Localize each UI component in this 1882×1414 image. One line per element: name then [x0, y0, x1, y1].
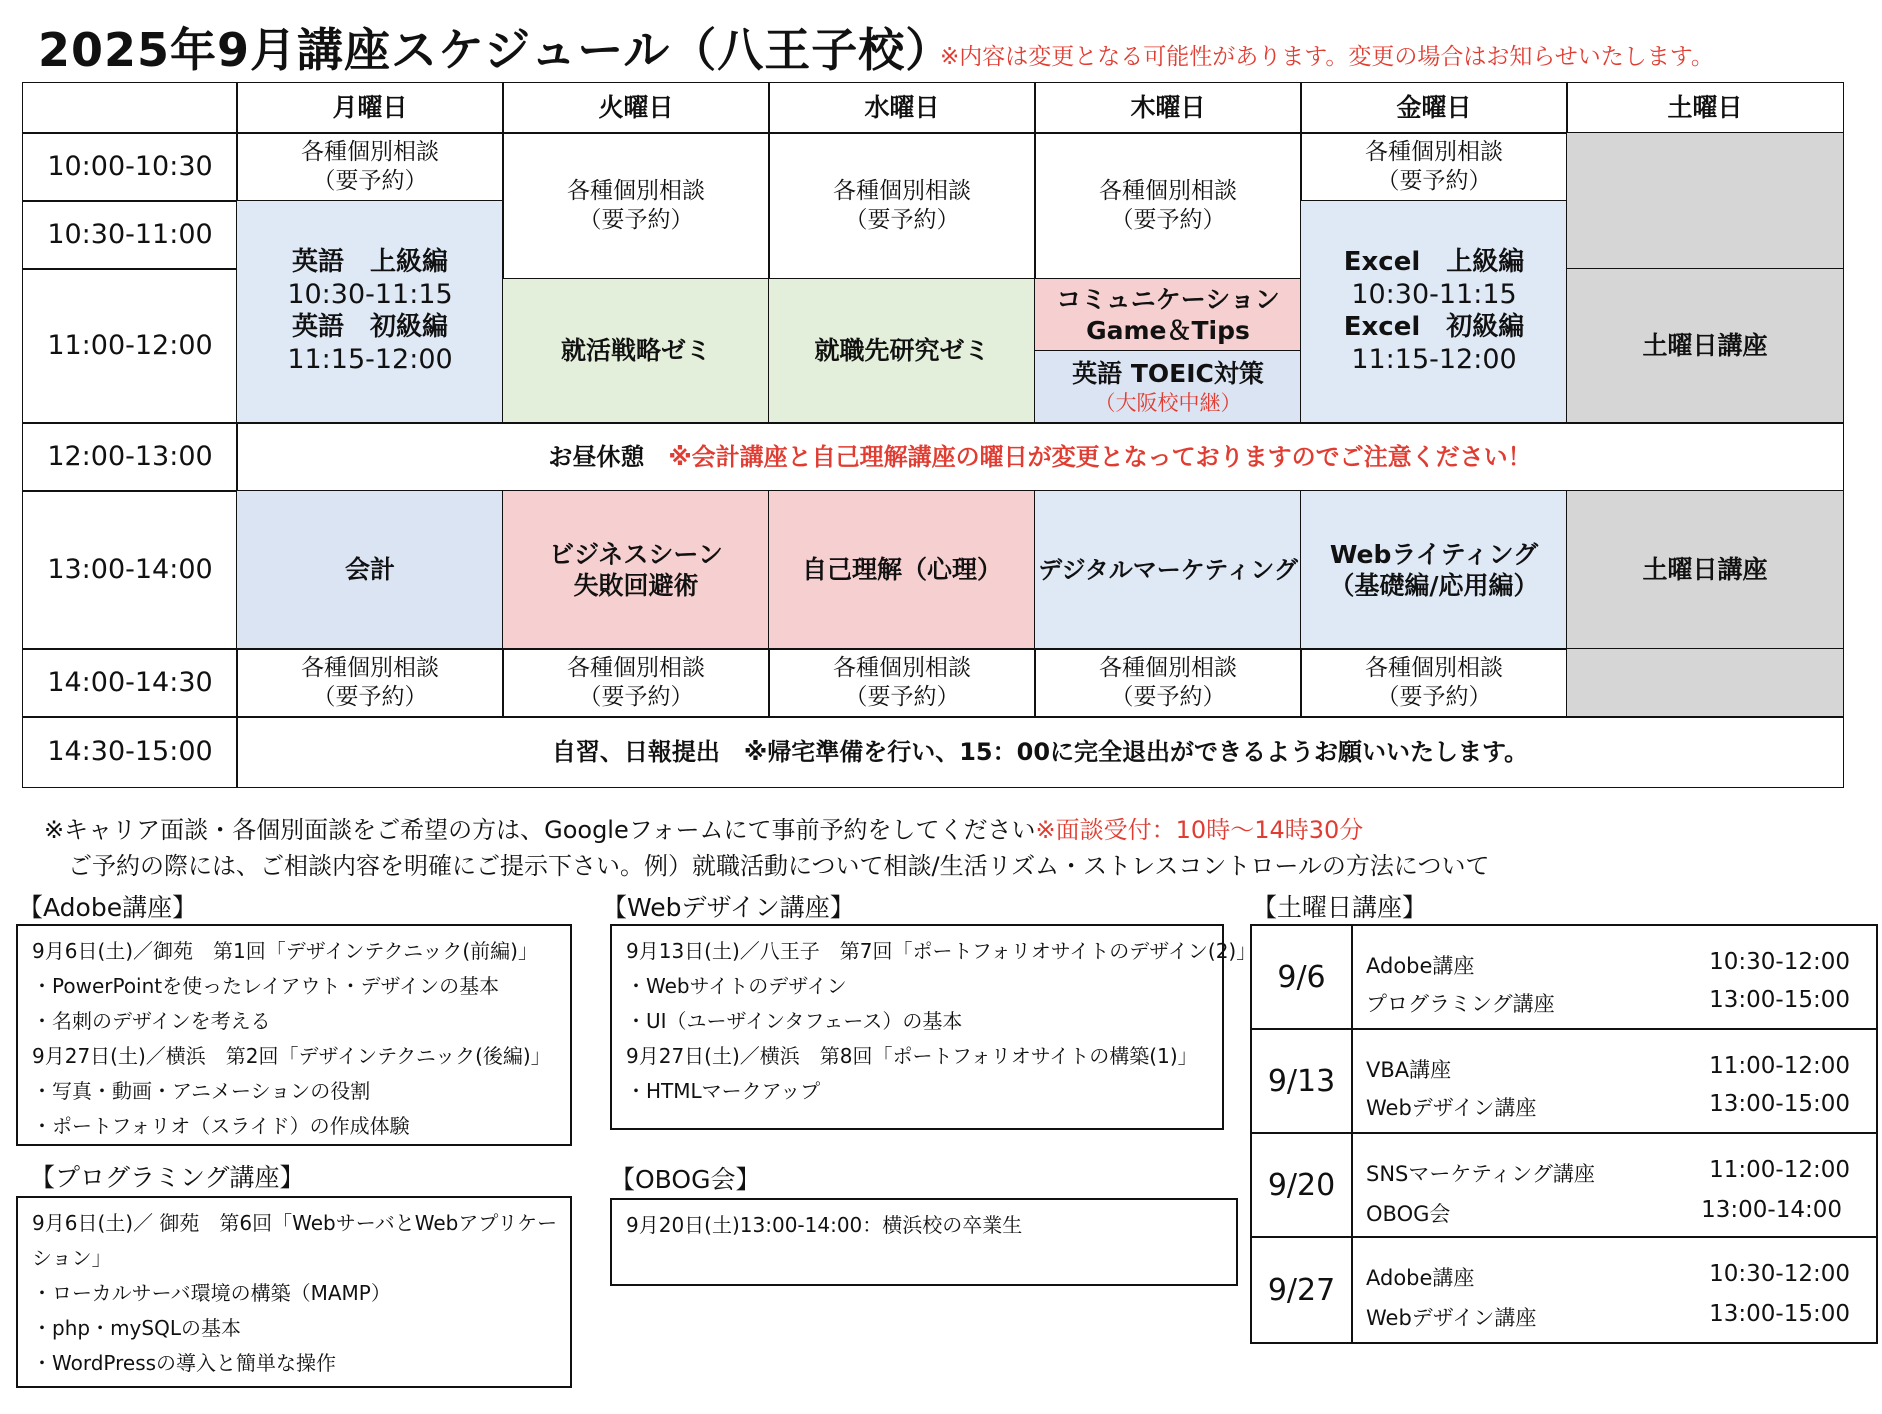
accounting-course-cell: 会計: [236, 490, 504, 650]
header-monday: 月曜日: [236, 82, 504, 134]
programming-box: [16, 1196, 572, 1388]
consult-cell-thursday-pm: [1034, 648, 1302, 718]
webdesign-section-title: 【Webデザイン講座】: [602, 893, 855, 922]
header-thursday: 木曜日: [1034, 82, 1302, 134]
consult-label: 各種個別相談: [833, 178, 971, 205]
consult-sub: （要予約）: [578, 684, 694, 710]
consultation-note: ご予約の際には、ご相談内容を明確にご提示下さい。例）就職活動について相談/生活リズム・ストレスコントロールの方法について: [68, 852, 1490, 880]
header-corner: [22, 82, 238, 134]
consult-cell-tuesday: [502, 132, 770, 280]
saturday-course: Webデザイン講座: [1366, 1096, 1537, 1120]
business-scene-course-cell: [502, 490, 770, 650]
adobe-line: ・写真・動画・アニメーションの役割: [32, 1079, 371, 1103]
course-time: 10:30-11:15: [287, 279, 453, 311]
adobe-line: ・PowerPointを使ったレイアウト・デザインの基本: [32, 974, 500, 998]
saturday-course: VBA講座: [1366, 1058, 1452, 1082]
saturday-course: Adobe講座: [1366, 954, 1475, 978]
saturday-section-title: 【土曜日講座】: [1252, 893, 1428, 922]
consult-sub: （要予約）: [1376, 168, 1492, 194]
saturday-course-time: 11:00-12:00: [1709, 1157, 1850, 1183]
consult-sub: （要予約）: [1376, 684, 1492, 710]
saturday-course: Webデザイン講座: [1366, 1306, 1537, 1330]
consult-label: 各種個別相談: [1099, 655, 1237, 682]
course-name: 英語 TOEIC対策: [1072, 359, 1264, 389]
consult-label: 各種個別相談: [1099, 178, 1237, 205]
obog-section-title: 【OBOG会】: [610, 1165, 761, 1194]
saturday-row: [1250, 1028, 1878, 1134]
course-name: コミュニケーション: [1056, 284, 1280, 314]
saturday-lecture-cell: 土曜日講座: [1566, 490, 1844, 650]
programming-line: ・ローカルサーバ環境の構築（MAMP）: [32, 1281, 391, 1305]
excel-course-cell: [1300, 200, 1568, 424]
adobe-line: 9月27日(土)／横浜 第2回「デザインテクニック(後編)」: [32, 1044, 551, 1068]
saturday-course: SNSマーケティング講座: [1366, 1162, 1595, 1186]
course-time: 11:15-12:00: [1351, 343, 1517, 375]
saturday-course: Adobe講座: [1366, 1266, 1475, 1290]
webdesign-line: ・UI（ユーザインタフェース）の基本: [626, 1009, 963, 1033]
adobe-line: ・ポートフォリオ（スライド）の作成体験: [32, 1114, 410, 1138]
change-notice: ※内容は変更となる可能性があります。変更の場合はお知らせいたします。: [940, 44, 1714, 70]
saturday-course: OBOG会: [1366, 1202, 1451, 1226]
job-strategy-seminar-cell: 就活戦略ゼミ: [502, 278, 770, 424]
course-note: （大阪校中継）: [1094, 390, 1242, 415]
saturday-course-time: 11:00-12:00: [1709, 1053, 1850, 1079]
consult-cell-tuesday-pm: [502, 648, 770, 718]
reservation-note-text: ※キャリア面談・各個別面談をご希望の方は、Googleフォームにて事前予約をしてください: [44, 816, 1036, 844]
saturday-row: [1250, 924, 1878, 1030]
page-title: 2025年9月講座スケジュール（八王子校）: [38, 23, 953, 77]
consult-sub: （要予約）: [844, 684, 960, 710]
toeic-course-cell: [1034, 350, 1302, 424]
consult-sub: （要予約）: [1110, 684, 1226, 710]
programming-line: ション」: [32, 1246, 112, 1270]
schedule-table: [22, 82, 1844, 790]
programming-line: ・WordPressの導入と簡単な操作: [32, 1351, 337, 1375]
programming-line: 9月6日(土)／ 御苑 第6回「WebサーバとWebアプリケー: [32, 1211, 558, 1235]
english-course-cell: [236, 200, 504, 424]
course-time: 10:30-11:15: [1351, 279, 1517, 311]
saturday-table: [1250, 924, 1878, 1346]
course-name: （基礎編/応用編）: [1329, 571, 1539, 600]
saturday-empty-cell: [1566, 648, 1844, 718]
time-slot: 11:00-12:00: [22, 268, 238, 424]
course-name: 英語 初級編: [291, 312, 448, 342]
consult-sub: （要予約）: [312, 684, 428, 710]
consult-sub: （要予約）: [844, 207, 960, 233]
obog-line: 9月20日(土)13:00-14:00：横浜校の卒業生: [626, 1213, 1023, 1237]
saturday-row: [1250, 1132, 1878, 1238]
consult-label: 各種個別相談: [567, 655, 705, 682]
course-name: ビジネスシーン: [549, 539, 723, 569]
saturday-course: プログラミング講座: [1366, 992, 1555, 1016]
consult-sub: （要予約）: [578, 207, 694, 233]
webdesign-line: 9月13日(土)／八王子 第7回「ポートフォリオサイトのデザイン(2)」: [626, 939, 1257, 963]
header-wednesday: 水曜日: [768, 82, 1036, 134]
webdesign-line: ・Webサイトのデザイン: [626, 974, 847, 998]
course-time: 11:15-12:00: [287, 343, 453, 375]
consult-cell-thursday: [1034, 132, 1302, 280]
saturday-date: 9/27: [1252, 1238, 1353, 1342]
header-friday: 金曜日: [1300, 82, 1568, 134]
consult-sub: （要予約）: [1110, 207, 1226, 233]
consult-cell-wednesday-pm: [768, 648, 1036, 718]
course-name: Excel 初級編: [1343, 312, 1525, 342]
consult-cell-friday-pm: [1300, 648, 1568, 718]
saturday-date: 9/6: [1252, 926, 1353, 1028]
saturday-course-time: 10:30-12:00: [1709, 1261, 1850, 1287]
consult-label: 各種個別相談: [1365, 139, 1503, 166]
course-name: Excel 上級編: [1343, 247, 1525, 278]
consult-cell-monday-pm: [236, 648, 504, 718]
consult-label: 各種個別相談: [567, 178, 705, 205]
consult-label: 各種個別相談: [301, 139, 439, 166]
consult-cell-wednesday: [768, 132, 1036, 280]
saturday-course-time: 10:30-12:00: [1709, 949, 1850, 975]
webdesign-line: 9月27日(土)／横浜 第8回「ポートフォリオサイトの構築(1)」: [626, 1044, 1198, 1068]
time-slot: 12:00-13:00: [22, 422, 238, 492]
web-writing-course-cell: [1300, 490, 1568, 650]
course-name: Webライティング: [1329, 539, 1539, 569]
saturday-course-time: 13:00-15:00: [1709, 1301, 1850, 1327]
adobe-section-title: 【Adobe講座】: [18, 893, 198, 922]
header-saturday: 土曜日: [1566, 82, 1844, 134]
consult-label: 各種個別相談: [301, 655, 439, 682]
lunch-notice: ※会計講座と自己理解講座の曜日が変更となっておりますのでご注意ください！: [668, 443, 1532, 471]
adobe-line: 9月6日(土)／御苑 第1回「デザインテクニック(前編)」: [32, 939, 538, 963]
course-name: 失敗回避術: [573, 571, 699, 600]
time-slot: 14:00-14:30: [22, 648, 238, 718]
consult-cell-monday: [236, 132, 504, 202]
adobe-box: [16, 924, 572, 1146]
time-slot: 10:00-10:30: [22, 132, 238, 202]
programming-section-title: 【プログラミング講座】: [30, 1163, 305, 1192]
saturday-row: [1250, 1236, 1878, 1344]
self-understanding-course-cell: 自己理解（心理）: [768, 490, 1036, 650]
course-name: Game＆Tips: [1086, 316, 1250, 345]
consult-cell-friday: [1300, 132, 1568, 202]
saturday-empty-cell: [1566, 132, 1844, 270]
webdesign-box: [610, 924, 1257, 1130]
self-study-row: 自習、日報提出 ※帰宅準備を行い、15：00に完全退出ができるようお願いいたします。: [236, 716, 1844, 788]
consult-label: 各種個別相談: [833, 655, 971, 682]
time-slot: 13:00-14:00: [22, 490, 238, 650]
saturday-lecture-cell: 土曜日講座: [1566, 268, 1844, 424]
programming-line: ・php・mySQLの基本: [32, 1316, 241, 1340]
webdesign-line: ・HTMLマークアップ: [626, 1079, 821, 1103]
header-tuesday: 火曜日: [502, 82, 770, 134]
saturday-course-time: 13:00-15:00: [1709, 987, 1850, 1013]
time-slot: 14:30-15:00: [22, 716, 238, 788]
saturday-date: 9/20: [1252, 1134, 1353, 1236]
lunch-break-row: [236, 422, 1844, 492]
lunch-label: お昼休憩: [548, 443, 645, 471]
saturday-course-time: 13:00-14:00: [1701, 1197, 1842, 1223]
employer-research-seminar-cell: 就職先研究ゼミ: [768, 278, 1036, 424]
digital-marketing-course-cell: デジタルマーケティング: [1034, 490, 1302, 650]
consult-label: 各種個別相談: [1365, 655, 1503, 682]
obog-box: [610, 1198, 1238, 1286]
saturday-date: 9/13: [1252, 1030, 1353, 1132]
adobe-line: ・名刺のデザインを考える: [32, 1009, 271, 1033]
course-name: 英語 上級編: [291, 247, 448, 278]
consult-sub: （要予約）: [312, 168, 428, 194]
reception-hours: ※面談受付：10時～14時30分: [1035, 816, 1364, 844]
communication-course-cell: [1034, 278, 1302, 352]
reservation-note: [44, 810, 1363, 845]
time-slot: 10:30-11:00: [22, 200, 238, 270]
saturday-course-time: 13:00-15:00: [1709, 1091, 1850, 1117]
